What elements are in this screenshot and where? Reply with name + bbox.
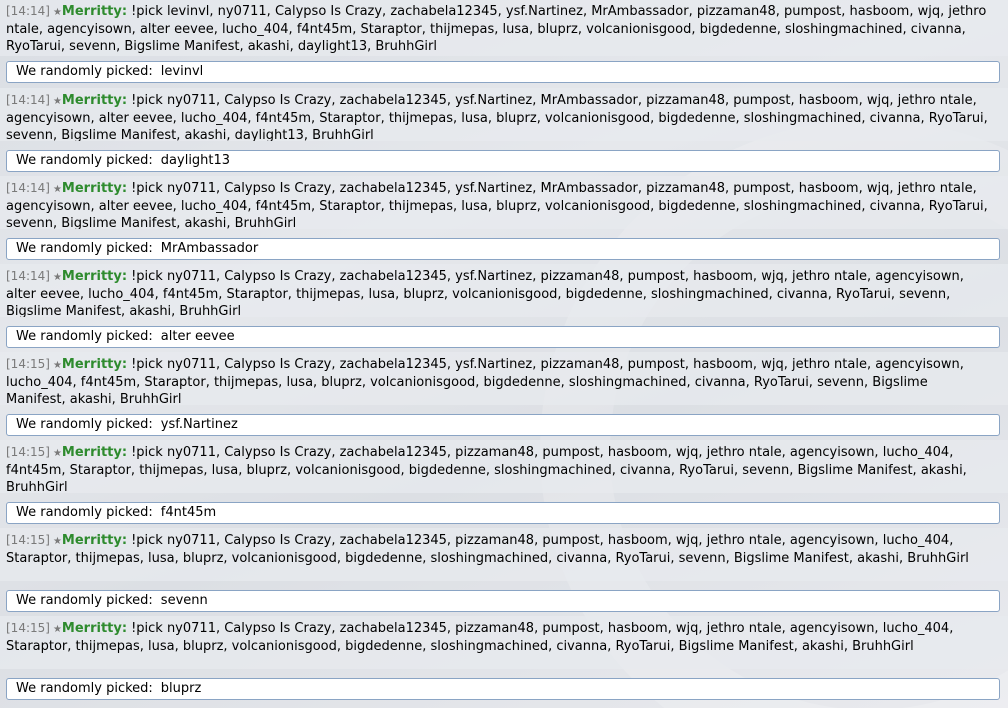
message-username[interactable]: Merritty: [61, 445, 128, 460]
picked-name: daylight13 [160, 153, 231, 168]
chat-entry [0, 616, 1008, 704]
message-text: !pick ny0711, Calypso Is Crazy, zachabela12345, pizzaman48, pumpost, hasboom, wjq, jethro ntale, agencyisown, lucho_404, f4nt45m, Staraptor, thijmepas, lusa, bluprz, volcanionisgood, bigdedenne, sloshingmachined, civanna, RyoTarui, sevenn, Bigslime Manifest, akashi, BruhhGirl [6, 445, 967, 493]
chat-message [0, 440, 1008, 493]
picked-name: f4nt45m [160, 505, 217, 520]
message-text: !pick ny0711, Calypso Is Crazy, zachabela12345, pizzaman48, pumpost, hasboom, wjq, jethro ntale, agencyisown, lucho_404, Staraptor, thijmepas, lusa, bluprz, volcanionisgood, bigdedenne, sloshingmachined, civanna, RyoTarui, Bigslime Manifest, akashi, BruhhGirl [6, 621, 954, 654]
chat-entry [0, 0, 1008, 88]
message-username[interactable]: Merritty: [61, 4, 128, 19]
bot-reply-box [6, 150, 1000, 172]
rank-star-icon: ★ [52, 624, 62, 635]
rank-star-icon: ★ [52, 448, 62, 459]
bot-reply-box [6, 502, 1000, 524]
chat-message [0, 264, 1008, 317]
rank-star-icon: ★ [52, 272, 62, 283]
picked-name: alter eevee [160, 329, 235, 344]
reply-prefix: We randomly picked: [16, 681, 153, 696]
reply-prefix: We randomly picked: [16, 417, 153, 432]
rank-star-icon: ★ [52, 184, 62, 195]
picked-name: ysf.Nartinez [160, 417, 238, 432]
message-username[interactable]: Merritty: [61, 357, 128, 372]
bot-reply-box [6, 238, 1000, 260]
message-username[interactable]: Merritty: [61, 181, 128, 196]
bot-reply-box [6, 326, 1000, 348]
chat-entry [0, 88, 1008, 176]
chat-message [0, 528, 1008, 581]
chat-message [0, 616, 1008, 669]
reply-prefix: We randomly picked: [16, 329, 153, 344]
rank-star-icon: ★ [52, 7, 62, 18]
message-timestamp: [14:15] [6, 357, 50, 371]
chat-entry [0, 528, 1008, 616]
message-timestamp: [14:14] [6, 93, 50, 107]
message-timestamp: [14:14] [6, 4, 50, 18]
message-timestamp: [14:15] [6, 621, 50, 635]
picked-name: levinvl [160, 64, 204, 79]
chat-message [0, 176, 1008, 229]
rank-star-icon: ★ [52, 536, 62, 547]
reply-prefix: We randomly picked: [16, 593, 153, 608]
message-username[interactable]: Merritty: [61, 93, 128, 108]
chat-entry [0, 176, 1008, 264]
chat-entry [0, 440, 1008, 528]
bot-reply-box [6, 414, 1000, 436]
message-text: !pick levinvl, ny0711, Calypso Is Crazy, zachabela12345, ysf.Nartinez, MrAmbassador, pizzaman48, pumpost, hasboom, wjq, jethro ntale, agencyisown, alter eevee, lucho_404, f4nt45m, Staraptor, thijmepas, lusa, bluprz, volcanionisgood, bigdedenne, sloshingmachined, civanna, RyoTarui, sevenn, Bigslime Manifest, akashi, daylight13, BruhhGirl [6, 4, 987, 54]
chat-message [0, 352, 1008, 405]
picked-name: MrAmbassador [160, 241, 259, 256]
message-username[interactable]: Merritty: [61, 621, 128, 636]
rank-star-icon: ★ [52, 360, 62, 371]
rank-star-icon: ★ [52, 96, 62, 107]
reply-prefix: We randomly picked: [16, 64, 153, 79]
reply-prefix: We randomly picked: [16, 153, 153, 168]
chat-entry [0, 352, 1008, 440]
chat-message [0, 88, 1008, 141]
message-text: !pick ny0711, Calypso Is Crazy, zachabela12345, ysf.Nartinez, MrAmbassador, pizzaman48, pumpost, hasboom, wjq, jethro ntale, agencyisown, alter eevee, lucho_404, f4nt45m, Staraptor, thijmepas, lusa, bluprz, volcanionisgood, bigdedenne, sloshingmachined, civanna, RyoTarui, sevenn, Bigslime Manifest, akashi, daylight13, BruhhGirl [6, 93, 988, 141]
message-timestamp: [14:15] [6, 445, 50, 459]
message-text: !pick ny0711, Calypso Is Crazy, zachabela12345, ysf.Nartinez, pizzaman48, pumpost, hasboom, wjq, jethro ntale, agencyisown, lucho_404, f4nt45m, Staraptor, thijmepas, lusa, bluprz, volcanionisgood, bigdedenne, sloshingmachined, civanna, RyoTarui, sevenn, Bigslime Manifest, akashi, BruhhGirl [6, 357, 964, 405]
bot-reply-box [6, 61, 1000, 83]
picked-name: sevenn [160, 593, 208, 608]
chat-message [0, 0, 1008, 56]
bot-reply-box [6, 678, 1000, 700]
message-timestamp: [14:14] [6, 269, 50, 283]
bot-reply-box [6, 590, 1000, 612]
message-username[interactable]: Merritty: [61, 533, 128, 548]
message-text: !pick ny0711, Calypso Is Crazy, zachabela12345, pizzaman48, pumpost, hasboom, wjq, jethro ntale, agencyisown, lucho_404, Staraptor, thijmepas, lusa, bluprz, volcanionisgood, bigdedenne, sloshingmachined, civanna, RyoTarui, sevenn, Bigslime Manifest, akashi, BruhhGirl [6, 533, 969, 566]
message-text: !pick ny0711, Calypso Is Crazy, zachabela12345, ysf.Nartinez, MrAmbassador, pizzaman48, pumpost, hasboom, wjq, jethro ntale, agencyisown, alter eevee, lucho_404, f4nt45m, Staraptor, thijmepas, lusa, bluprz, volcanionisgood, bigdedenne, sloshingmachined, civanna, RyoTarui, sevenn, Bigslime Manifest, akashi, BruhhGirl [6, 181, 988, 229]
message-timestamp: [14:15] [6, 533, 50, 547]
message-timestamp: [14:14] [6, 181, 50, 195]
reply-prefix: We randomly picked: [16, 241, 153, 256]
picked-name: bluprz [160, 681, 202, 696]
chat-entry [0, 264, 1008, 352]
message-username[interactable]: Merritty: [61, 269, 128, 284]
reply-prefix: We randomly picked: [16, 505, 153, 520]
message-text: !pick ny0711, Calypso Is Crazy, zachabela12345, ysf.Nartinez, pizzaman48, pumpost, hasboom, wjq, jethro ntale, agencyisown, alter eevee, lucho_404, f4nt45m, Staraptor, thijmepas, lusa, bluprz, volcanionisgood, bigdedenne, sloshingmachined, civanna, RyoTarui, sevenn, Bigslime Manifest, akashi, BruhhGirl [6, 269, 964, 317]
